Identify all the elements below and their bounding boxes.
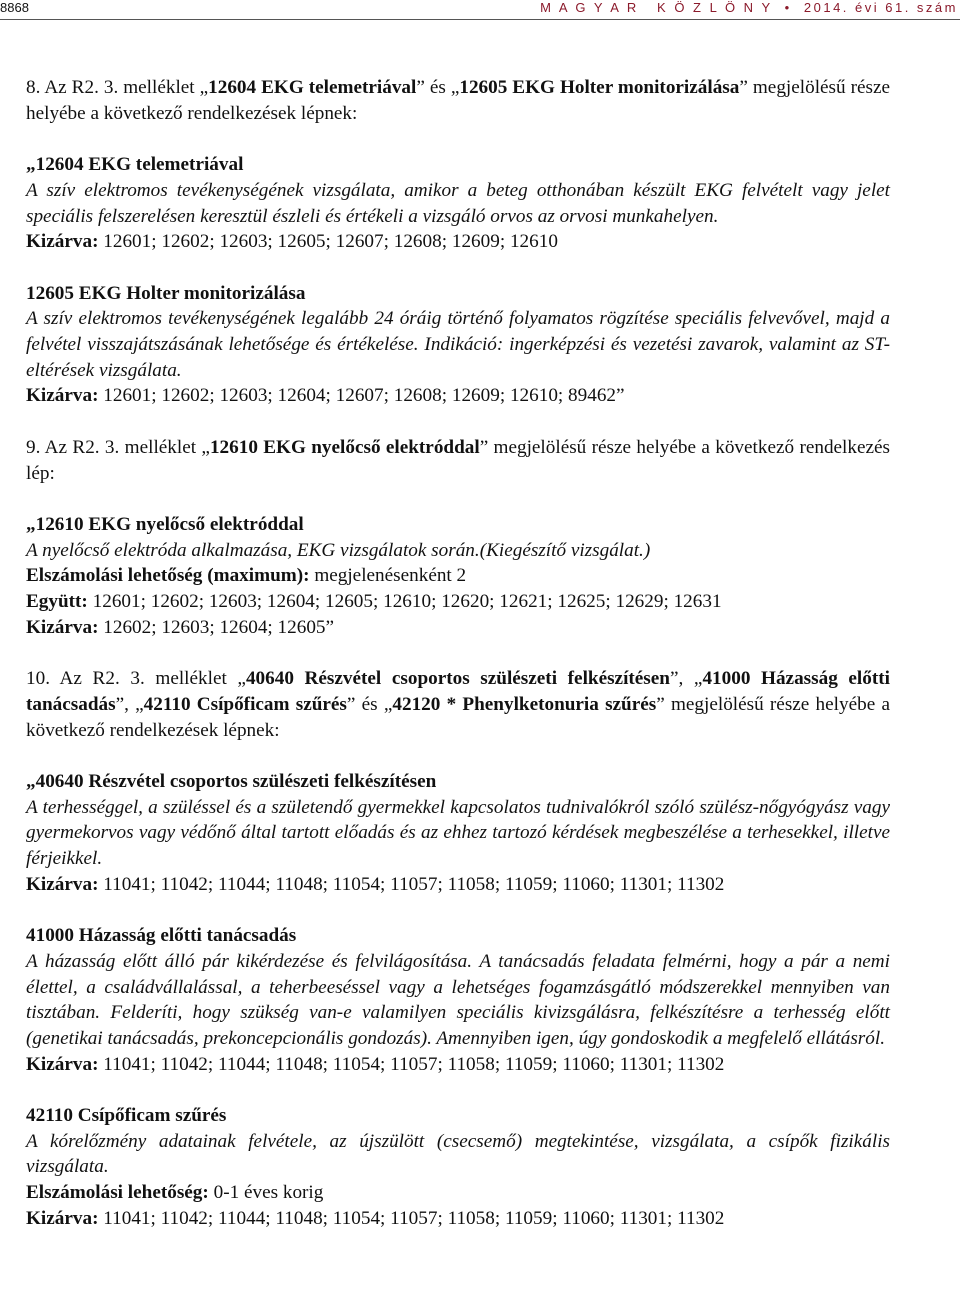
entry-12610-description: A nyelőcső elektróda alkalmazása, EKG vizsgálatok során.(Kiegészítő vizsgálat.): [26, 539, 651, 561]
section-8-intro: 8. Az R2. 3. melléklet „12604 EKG telemetriával” és „12605 EKG Holter monitorizálása” megjelölésű része helyébe a következő rendelkezések lépnek:: [26, 77, 890, 124]
entry-12604-title: „12604 EKG telemetriával: [26, 154, 244, 176]
page-number: 8868: [0, 0, 29, 15]
header-divider: [0, 19, 960, 20]
entry-12610-accounting: Elszámolási lehetőség (maximum): megjelenésenként 2: [26, 565, 467, 587]
entry-41000-description: A házasság előtt álló pár kikérdezése és felvilágosítása. A tanácsadás feladata felmérni, hogy a pár a nemi élettel, a családvállalással, a teherbeeséssel vagy a lehetséges fogamzásgátló módszerekkel mennyiben van tisztában. Felderíti, hogy szükség van-e valamilyen speciális kivizsgálásra, felkészítésre a terhesség előtt (genetikai tanácsadás, prekoncepcionális gondozás). Amennyiben igen, úgy gondoskodik a megfelelő ellátásról.: [26, 950, 890, 1049]
journal-title: M A G Y A R K Ö Z L Ö N Y • 2014. évi 61. szám: [540, 0, 958, 15]
entry-41000-title: 41000 Házasság előtti tanácsadás: [26, 925, 297, 947]
entry-12604-exclusions: Kizárva: 12601; 12602; 12603; 12605; 12607; 12608; 12609; 12610: [26, 231, 558, 253]
entry-42110-exclusions: Kizárva: 11041; 11042; 11044; 11048; 11054; 11057; 11058; 11059; 11060; 11301; 11302: [26, 1207, 725, 1229]
entry-40640-description: A terhességgel, a szüléssel és a születendő gyermekkel kapcsolatos tudnivalókról szóló szülész-nőgyógyász vagy gyermekorvos vagy védőnő által tartott előadás és az ehhez tartozó kérdések megbeszélése a terhesekkel, illetve férjeikkel.: [26, 796, 890, 869]
page-header: [0, 0, 960, 18]
document-body: [26, 75, 890, 1232]
section-9-intro: 9. Az R2. 3. melléklet „12610 EKG nyelőcső elektróddal” megjelölésű része helyébe a következő rendelkezés lép:: [26, 436, 890, 484]
entry-12605-title: 12605 EKG Holter monitorizálása: [26, 282, 306, 304]
entry-12610-together: Együtt: 12601; 12602; 12603; 12604; 12605; 12610; 12620; 12621; 12625; 12629; 12631: [26, 591, 722, 612]
entry-12605-description: A szív elektromos tevékenységének legalább 24 óráig történő folyamatos rögzítése speciális felvevővel, majd a felvétel visszajátszásának lehetősége és értékelése. Indikáció: ingerképzési és vezetési zavarok, valamint az ST-eltérések vizsgálata.: [26, 308, 890, 381]
entry-41000-exclusions: Kizárva: 11041; 11042; 11044; 11048; 11054; 11057; 11058; 11059; 11060; 11301; 11302: [26, 1053, 725, 1075]
entry-12605-exclusions: Kizárva: 12601; 12602; 12603; 12604; 12607; 12608; 12609; 12610; 89462”: [26, 385, 625, 407]
entry-42110-description: A kórelőzmény adatainak felvétele, az újszülött (csecsemő) megtekintése, vizsgálata, a csípők fizikális vizsgálata.: [26, 1130, 890, 1178]
entry-12610-exclusions: Kizárva: 12602; 12603; 12604; 12605”: [26, 616, 335, 638]
section-10-intro: 10. Az R2. 3. melléklet „40640 Részvétel csoportos szülészeti felkészítésen”, „41000 Házasság előtti tanácsadás”, „42110 Csípőficam szűrés” és „42120 * Phenylketonuria szűrés” megjelölésű része helyébe a következő rendelkezések lépnek:: [26, 668, 890, 741]
entry-42110-accounting: Elszámolási lehetőség: 0-1 éves korig: [26, 1182, 324, 1204]
entry-12604-description: A szív elektromos tevékenységének vizsgálata, amikor a beteg otthonában készült EKG felvételt vagy jelet speciális felszerelésen keresztül észleli és értékeli a vizsgáló orvos az orvosi munkahelyen.: [26, 179, 890, 227]
entry-12610-title: „12610 EKG nyelőcső elektróddal: [26, 513, 304, 535]
entry-40640-exclusions: Kizárva: 11041; 11042; 11044; 11048; 11054; 11057; 11058; 11059; 11060; 11301; 11302: [26, 873, 725, 895]
entry-42110-title: 42110 Csípőficam szűrés: [26, 1105, 227, 1126]
entry-40640-title: „40640 Részvétel csoportos szülészeti felkészítésen: [26, 770, 437, 792]
